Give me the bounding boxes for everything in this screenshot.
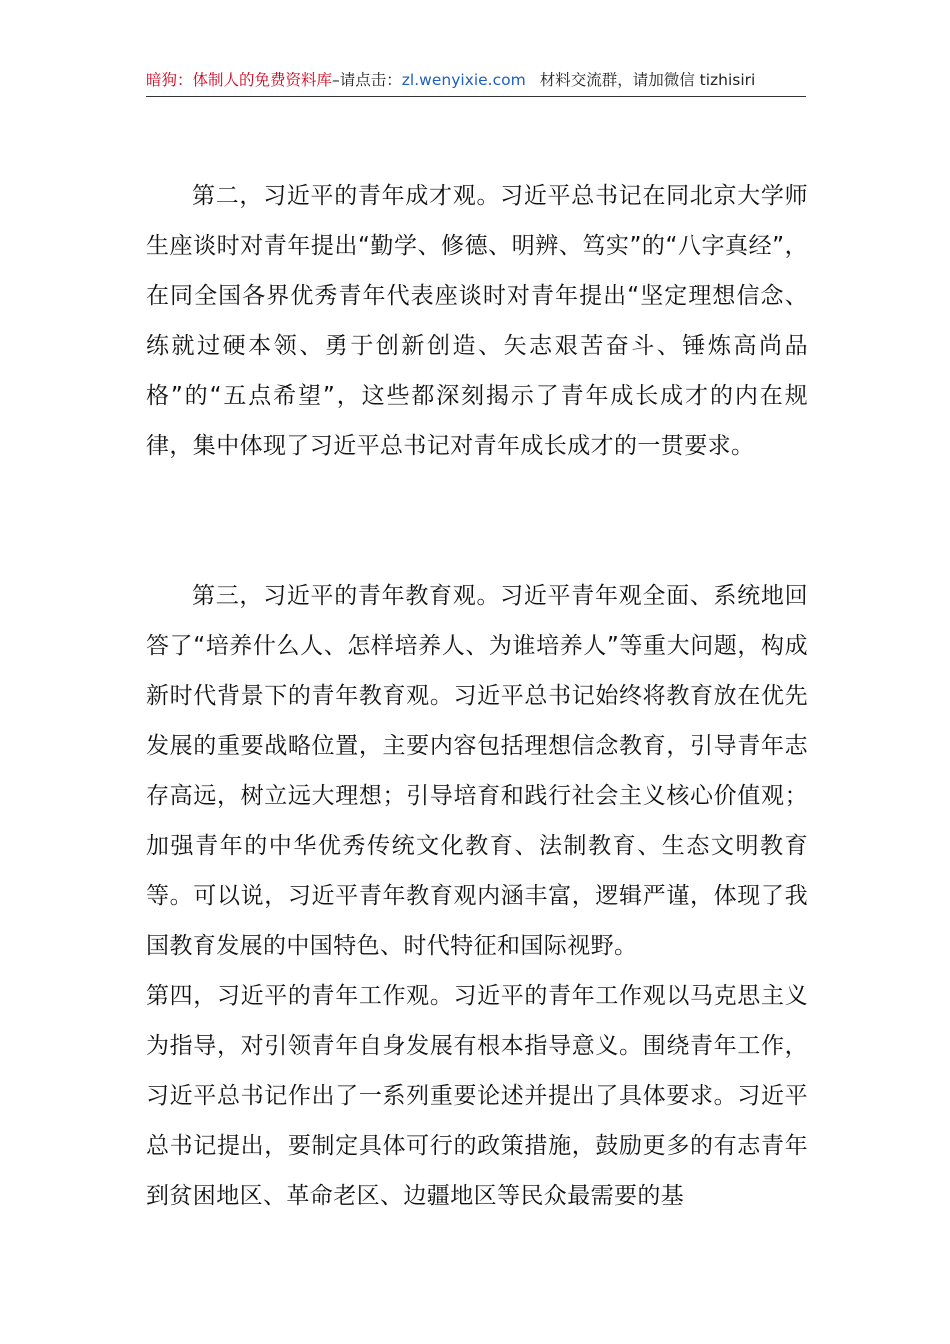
- paragraph-youth-education-view: 第三，习近平的青年教育观。习近平青年观全面、系统地回答了“培养什么人、怎样培养人、为谁培养人”等重大问题，构成新时代背景下的青年教育观。习近平总书记始终将教育放在优先发展的重要战略位置，主要内容包括理想信念教育，引导青年志存高远，树立远大理想；引导培育和践行社会主义核心价值观；加强青年的中华优秀传统文化教育、法制教育、生态文明教育等。可以说，习近平青年教育观内涵丰富，逻辑严谨，体现了我国教育发展的中国特色、时代特征和国际视野。: [146, 583, 808, 959]
- page-header: [146, 66, 806, 97]
- header-url-link[interactable]: zl.wenyixie.com: [401, 71, 526, 89]
- header-click-prefix: –请点击：: [332, 71, 402, 89]
- header-brand: 暗狗：体制人的免费资料库: [146, 71, 333, 89]
- paragraph-youth-work-view: 第四，习近平的青年工作观。习近平的青年工作观以马克思主义为指导，对引领青年自身发展有根本指导意义。围绕青年工作，习近平总书记作出了一系列重要论述并提出了具体要求。习近平总书记提出，要制定具体可行的政策措施，鼓励更多的有志青年到贫困地区、革命老区、边疆地区等民众最需要的基: [146, 983, 808, 1209]
- paragraph-youth-talent-view: 第二，习近平的青年成才观。习近平总书记在同北京大学师生座谈时对青年提出“勤学、修德、明辨、笃实”的“八字真经”，在同全国各界优秀青年代表座谈时对青年提出“坚定理想信念、练就过硬本领、勇于创新创造、矢志艰苦奋斗、锤炼高尚品格”的“五点希望”，这些都深刻揭示了青年成长成才的内在规律，集中体现了习近平总书记对青年成长成才的一贯要求。: [146, 183, 808, 459]
- header-group-note: 材料交流群，请加微信 tizhisiri: [539, 71, 756, 89]
